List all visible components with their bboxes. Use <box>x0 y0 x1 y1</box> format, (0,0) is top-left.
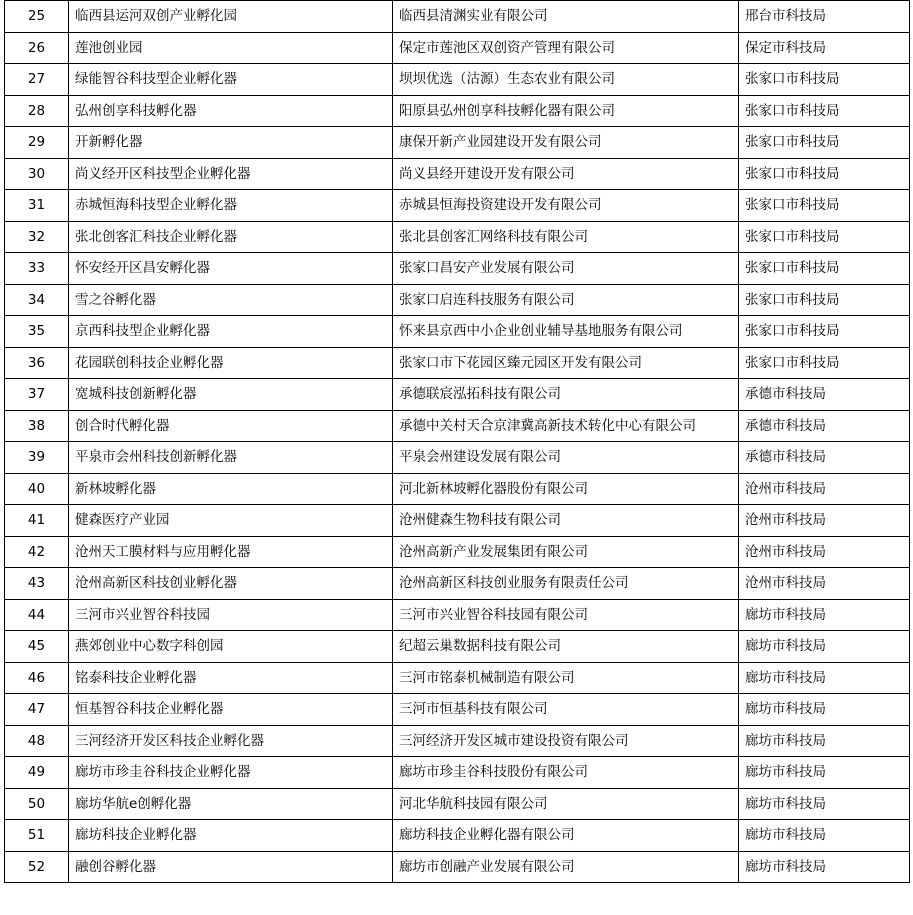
row-number-cell: 50 <box>5 788 69 820</box>
row-number-cell: 37 <box>5 379 69 411</box>
incubator-table <box>4 0 910 883</box>
operating-company-cell: 康保开新产业园建设开发有限公司 <box>393 127 739 159</box>
table-row <box>5 568 910 600</box>
operating-company-cell: 尚义县经开建设开发有限公司 <box>393 158 739 190</box>
recommending-department-cell: 张家口市科技局 <box>739 158 910 190</box>
operating-company-cell: 保定市莲池区双创资产管理有限公司 <box>393 32 739 64</box>
recommending-department-cell: 廊坊市科技局 <box>739 599 910 631</box>
recommending-department-cell: 廊坊市科技局 <box>739 694 910 726</box>
row-number-cell: 52 <box>5 851 69 883</box>
table-row <box>5 316 910 348</box>
recommending-department-cell: 张家口市科技局 <box>739 284 910 316</box>
recommending-department-cell: 沧州市科技局 <box>739 505 910 537</box>
operating-company-cell: 怀来县京西中小企业创业辅导基地服务有限公司 <box>393 316 739 348</box>
incubator-name-cell: 绿能智谷科技型企业孵化器 <box>69 64 393 96</box>
recommending-department-cell: 张家口市科技局 <box>739 64 910 96</box>
incubator-name-cell: 花园联创科技企业孵化器 <box>69 347 393 379</box>
incubator-name-cell: 铭泰科技企业孵化器 <box>69 662 393 694</box>
row-number-cell: 28 <box>5 95 69 127</box>
operating-company-cell: 廊坊市创融产业发展有限公司 <box>393 851 739 883</box>
table-row <box>5 284 910 316</box>
table-row <box>5 662 910 694</box>
operating-company-cell: 张北县创客汇网络科技有限公司 <box>393 221 739 253</box>
row-number-cell: 30 <box>5 158 69 190</box>
table-row <box>5 725 910 757</box>
table-row <box>5 32 910 64</box>
operating-company-cell: 河北新林坡孵化器股份有限公司 <box>393 473 739 505</box>
operating-company-cell: 坝坝优选（沽源）生态农业有限公司 <box>393 64 739 96</box>
recommending-department-cell: 承德市科技局 <box>739 410 910 442</box>
table-row <box>5 631 910 663</box>
table-row <box>5 442 910 474</box>
recommending-department-cell: 廊坊市科技局 <box>739 820 910 852</box>
recommending-department-cell: 承德市科技局 <box>739 442 910 474</box>
table-row <box>5 788 910 820</box>
incubator-name-cell: 燕郊创业中心数字科创园 <box>69 631 393 663</box>
operating-company-cell: 三河经济开发区城市建设投资有限公司 <box>393 725 739 757</box>
recommending-department-cell: 张家口市科技局 <box>739 221 910 253</box>
operating-company-cell: 三河市铭泰机械制造有限公司 <box>393 662 739 694</box>
incubator-name-cell: 恒基智谷科技企业孵化器 <box>69 694 393 726</box>
recommending-department-cell: 张家口市科技局 <box>739 253 910 285</box>
operating-company-cell: 平泉会州建设发展有限公司 <box>393 442 739 474</box>
recommending-department-cell: 沧州市科技局 <box>739 473 910 505</box>
table-row <box>5 379 910 411</box>
table-row <box>5 473 910 505</box>
table-body <box>5 1 910 883</box>
row-number-cell: 34 <box>5 284 69 316</box>
recommending-department-cell: 廊坊市科技局 <box>739 851 910 883</box>
recommending-department-cell: 张家口市科技局 <box>739 95 910 127</box>
recommending-department-cell: 廊坊市科技局 <box>739 788 910 820</box>
row-number-cell: 43 <box>5 568 69 600</box>
table-row <box>5 1 910 33</box>
recommending-department-cell: 廊坊市科技局 <box>739 757 910 789</box>
table-row <box>5 253 910 285</box>
row-number-cell: 47 <box>5 694 69 726</box>
incubator-name-cell: 赤城恒海科技型企业孵化器 <box>69 190 393 222</box>
incubator-name-cell: 三河经济开发区科技企业孵化器 <box>69 725 393 757</box>
table-row <box>5 221 910 253</box>
incubator-name-cell: 临西县运河双创产业孵化园 <box>69 1 393 33</box>
operating-company-cell: 承德中关村天合京津冀高新技术转化中心有限公司 <box>393 410 739 442</box>
incubator-name-cell: 廊坊市珍圭谷科技企业孵化器 <box>69 757 393 789</box>
operating-company-cell: 张家口昌安产业发展有限公司 <box>393 253 739 285</box>
row-number-cell: 35 <box>5 316 69 348</box>
recommending-department-cell: 张家口市科技局 <box>739 316 910 348</box>
row-number-cell: 33 <box>5 253 69 285</box>
row-number-cell: 49 <box>5 757 69 789</box>
table-row <box>5 64 910 96</box>
recommending-department-cell: 沧州市科技局 <box>739 568 910 600</box>
row-number-cell: 29 <box>5 127 69 159</box>
recommending-department-cell: 廊坊市科技局 <box>739 725 910 757</box>
table-row <box>5 190 910 222</box>
row-number-cell: 51 <box>5 820 69 852</box>
operating-company-cell: 沧州高新区科技创业服务有限责任公司 <box>393 568 739 600</box>
incubator-name-cell: 健森医疗产业园 <box>69 505 393 537</box>
incubator-name-cell: 开新孵化器 <box>69 127 393 159</box>
row-number-cell: 41 <box>5 505 69 537</box>
table-row <box>5 347 910 379</box>
table-row <box>5 95 910 127</box>
recommending-department-cell: 廊坊市科技局 <box>739 631 910 663</box>
table-row <box>5 851 910 883</box>
operating-company-cell: 张家口市下花园区臻元园区开发有限公司 <box>393 347 739 379</box>
table-row <box>5 694 910 726</box>
operating-company-cell: 河北华航科技园有限公司 <box>393 788 739 820</box>
row-number-cell: 44 <box>5 599 69 631</box>
incubator-name-cell: 弘州创享科技孵化器 <box>69 95 393 127</box>
incubator-name-cell: 张北创客汇科技企业孵化器 <box>69 221 393 253</box>
incubator-name-cell: 怀安经开区昌安孵化器 <box>69 253 393 285</box>
incubator-name-cell: 廊坊华航e创孵化器 <box>69 788 393 820</box>
operating-company-cell: 阳原县弘州创享科技孵化器有限公司 <box>393 95 739 127</box>
row-number-cell: 27 <box>5 64 69 96</box>
operating-company-cell: 纪超云巢数据科技有限公司 <box>393 631 739 663</box>
row-number-cell: 36 <box>5 347 69 379</box>
table-row <box>5 158 910 190</box>
table-row <box>5 599 910 631</box>
incubator-name-cell: 创合时代孵化器 <box>69 410 393 442</box>
incubator-name-cell: 尚义经开区科技型企业孵化器 <box>69 158 393 190</box>
operating-company-cell: 廊坊市珍圭谷科技股份有限公司 <box>393 757 739 789</box>
incubator-name-cell: 沧州天工膜材料与应用孵化器 <box>69 536 393 568</box>
incubator-name-cell: 平泉市会州科技创新孵化器 <box>69 442 393 474</box>
row-number-cell: 39 <box>5 442 69 474</box>
incubator-name-cell: 新林坡孵化器 <box>69 473 393 505</box>
row-number-cell: 32 <box>5 221 69 253</box>
incubator-name-cell: 融创谷孵化器 <box>69 851 393 883</box>
row-number-cell: 25 <box>5 1 69 33</box>
row-number-cell: 42 <box>5 536 69 568</box>
operating-company-cell: 三河市恒基科技有限公司 <box>393 694 739 726</box>
incubator-name-cell: 三河市兴业智谷科技园 <box>69 599 393 631</box>
table-row <box>5 757 910 789</box>
incubator-name-cell: 沧州高新区科技创业孵化器 <box>69 568 393 600</box>
row-number-cell: 48 <box>5 725 69 757</box>
operating-company-cell: 张家口启连科技服务有限公司 <box>393 284 739 316</box>
operating-company-cell: 三河市兴业智谷科技园有限公司 <box>393 599 739 631</box>
operating-company-cell: 沧州高新产业发展集团有限公司 <box>393 536 739 568</box>
incubator-name-cell: 京西科技型企业孵化器 <box>69 316 393 348</box>
incubator-name-cell: 廊坊科技企业孵化器 <box>69 820 393 852</box>
incubator-name-cell: 宽城科技创新孵化器 <box>69 379 393 411</box>
row-number-cell: 31 <box>5 190 69 222</box>
operating-company-cell: 沧州健森生物科技有限公司 <box>393 505 739 537</box>
operating-company-cell: 承德联宸泓拓科技有限公司 <box>393 379 739 411</box>
recommending-department-cell: 张家口市科技局 <box>739 190 910 222</box>
row-number-cell: 46 <box>5 662 69 694</box>
operating-company-cell: 廊坊科技企业孵化器有限公司 <box>393 820 739 852</box>
recommending-department-cell: 廊坊市科技局 <box>739 662 910 694</box>
recommending-department-cell: 承德市科技局 <box>739 379 910 411</box>
recommending-department-cell: 保定市科技局 <box>739 32 910 64</box>
table-row <box>5 505 910 537</box>
table-row <box>5 820 910 852</box>
table-row <box>5 127 910 159</box>
incubator-name-cell: 莲池创业园 <box>69 32 393 64</box>
recommending-department-cell: 张家口市科技局 <box>739 347 910 379</box>
table-row <box>5 536 910 568</box>
recommending-department-cell: 沧州市科技局 <box>739 536 910 568</box>
row-number-cell: 40 <box>5 473 69 505</box>
row-number-cell: 38 <box>5 410 69 442</box>
recommending-department-cell: 邢台市科技局 <box>739 1 910 33</box>
row-number-cell: 26 <box>5 32 69 64</box>
recommending-department-cell: 张家口市科技局 <box>739 127 910 159</box>
row-number-cell: 45 <box>5 631 69 663</box>
table-row <box>5 410 910 442</box>
incubator-name-cell: 雪之谷孵化器 <box>69 284 393 316</box>
operating-company-cell: 赤城县恒海投资建设开发有限公司 <box>393 190 739 222</box>
operating-company-cell: 临西县清渊实业有限公司 <box>393 1 739 33</box>
